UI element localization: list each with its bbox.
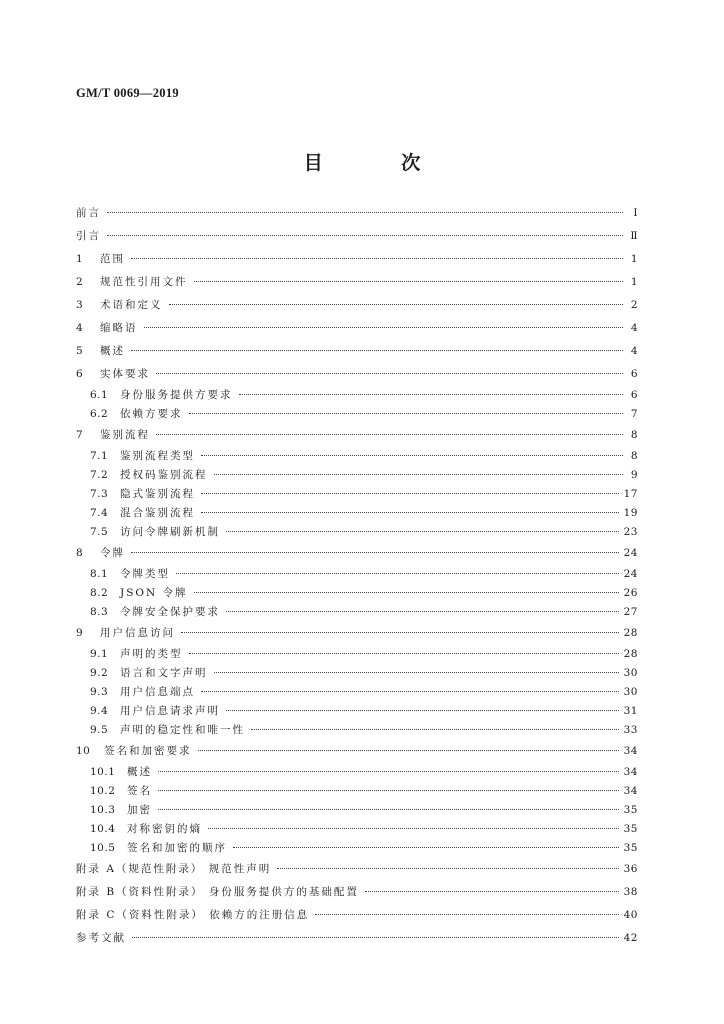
toc-entry-page: 8 — [630, 429, 638, 441]
toc-entry-number: 8.3 — [90, 606, 109, 618]
dot-leader — [189, 413, 624, 414]
toc-entry-page: 24 — [623, 568, 638, 580]
toc-entry[interactable] — [76, 801, 638, 820]
toc-entry-title: 参考文献 — [76, 932, 126, 944]
toc-entry-title: 术语和定义 — [100, 299, 163, 311]
dot-leader — [365, 891, 619, 892]
toc-entry-page: 6 — [630, 389, 638, 401]
toc-entry-title: 混合鉴别流程 — [120, 507, 195, 519]
toc-entry-title: 依赖方要求 — [120, 408, 183, 420]
toc-entry[interactable] — [76, 386, 638, 405]
toc-entry-title: 概述 — [100, 345, 125, 357]
toc-entry-page: 6 — [630, 368, 638, 380]
toc-entry-title: 规范性引用文件 — [100, 276, 188, 288]
dot-leader — [194, 281, 624, 282]
toc-entry-number: 9.4 — [90, 705, 109, 717]
dot-leader — [131, 258, 623, 259]
toc-entry-number: 8 — [76, 547, 84, 559]
toc-entry-page: 34 — [623, 745, 638, 757]
toc-entry[interactable] — [76, 904, 638, 927]
toc-entry[interactable] — [76, 202, 638, 225]
toc-entry[interactable] — [76, 721, 638, 740]
toc-entry[interactable] — [76, 424, 638, 447]
toc-entry-title: 引言 — [76, 230, 101, 242]
toc-entry-number: 2 — [76, 276, 84, 288]
dot-leader — [158, 790, 619, 791]
toc-entry[interactable] — [76, 317, 638, 340]
toc-entry-page: 9 — [630, 469, 638, 481]
toc-entry-number: 10.4 — [90, 823, 116, 835]
dot-leader — [226, 611, 619, 612]
toc-entry-number: 9.3 — [90, 686, 109, 698]
toc-entry[interactable] — [76, 294, 638, 317]
toc-entry-number: 7.2 — [90, 469, 109, 481]
toc-entry-number: 9.5 — [90, 724, 109, 736]
toc-entry[interactable] — [76, 504, 638, 523]
toc-entry-page: 26 — [623, 587, 638, 599]
dot-leader — [107, 212, 623, 213]
toc-entry-page: 28 — [623, 648, 638, 660]
toc-entry-page: 19 — [623, 507, 638, 519]
toc-entry-page: 24 — [623, 547, 638, 559]
toc-entry-number: 10.2 — [90, 785, 116, 797]
toc-entry[interactable] — [76, 466, 638, 485]
toc-entry[interactable] — [76, 565, 638, 584]
toc-entry-title: 签名 — [127, 785, 152, 797]
dot-leader — [158, 809, 619, 810]
toc-entry[interactable] — [76, 782, 638, 801]
toc-entry-title: 隐式鉴别流程 — [120, 488, 195, 500]
toc-entry-page: 38 — [623, 886, 638, 898]
toc-entry-title: 令牌安全保护要求 — [120, 606, 220, 618]
dot-leader — [131, 552, 619, 553]
toc-entry[interactable] — [76, 820, 638, 839]
toc-entry-page: 17 — [623, 488, 638, 500]
toc-entry-title: 附录 B（资料性附录） 身份服务提供方的基础配置 — [76, 886, 359, 898]
toc-entry-title: 授权码鉴别流程 — [120, 469, 208, 481]
toc-entry-title: 范围 — [100, 253, 125, 265]
dot-leader — [176, 573, 619, 574]
toc-entry[interactable] — [76, 542, 638, 565]
toc-entry[interactable] — [76, 447, 638, 466]
dot-leader — [194, 592, 619, 593]
toc-entry[interactable] — [76, 664, 638, 683]
toc-entry-page: 31 — [623, 705, 638, 717]
toc-entry-title: 对称密钥的熵 — [127, 823, 202, 835]
toc-entry-title: 鉴别流程类型 — [120, 450, 195, 462]
toc-entry-page: 34 — [623, 766, 638, 778]
toc-entry-title: 签名和加密的顺序 — [127, 842, 227, 854]
toc-entry-title: 声明的类型 — [120, 648, 183, 660]
toc-entry-page: Ⅱ — [630, 230, 638, 242]
dot-leader — [132, 937, 619, 938]
toc-entry-title: 附录 A（规范性附录） 规范性声明 — [76, 863, 272, 875]
dot-leader — [208, 828, 619, 829]
toc-entry-number: 3 — [76, 299, 84, 311]
dot-leader — [201, 493, 619, 494]
toc-entry[interactable] — [76, 881, 638, 904]
dot-leader — [201, 512, 619, 513]
dot-leader — [189, 653, 619, 654]
toc-entry-number: 6.2 — [90, 408, 109, 420]
toc-entry-title: 访问令牌刷新机制 — [120, 526, 220, 538]
toc-entry-number: 10.1 — [90, 766, 116, 778]
toc-entry-page: 36 — [623, 863, 638, 875]
toc-entry-number: 10.3 — [90, 804, 116, 816]
toc-entry-page: 1 — [630, 253, 638, 265]
dot-leader — [156, 434, 623, 435]
toc-entry[interactable] — [76, 683, 638, 702]
toc-entry-page: 4 — [630, 322, 638, 334]
dot-leader — [158, 771, 619, 772]
toc-entry-number: 7.4 — [90, 507, 109, 519]
toc-entry-title: 实体要求 — [100, 368, 150, 380]
dot-leader — [107, 235, 623, 236]
toc-entry-page: 35 — [623, 842, 638, 854]
toc-entry-number: 9 — [76, 627, 84, 639]
toc-entry-title: 用户信息访问 — [100, 627, 175, 639]
toc-entry-title: 令牌 — [100, 547, 125, 559]
toc-entry-title: 语言和文字声明 — [120, 667, 208, 679]
toc-entry[interactable] — [76, 858, 638, 881]
toc-entry[interactable] — [76, 645, 638, 664]
toc-entry[interactable] — [76, 622, 638, 645]
toc-entry[interactable] — [76, 603, 638, 622]
toc-entry-number: 6 — [76, 368, 84, 380]
toc-entry[interactable] — [76, 225, 638, 248]
toc-entry-number: 9.1 — [90, 648, 109, 660]
toc-entry[interactable] — [76, 523, 638, 542]
toc-entry[interactable] — [76, 485, 638, 504]
toc-entry-title: 用户信息端点 — [120, 686, 195, 698]
dot-leader — [239, 394, 624, 395]
toc-entry-page: 2 — [630, 299, 638, 311]
toc-entry-page: 4 — [630, 345, 638, 357]
toc-entry-page: 27 — [623, 606, 638, 618]
toc-entry-title: 签名和加密要求 — [104, 745, 192, 757]
toc-entry-number: 7.3 — [90, 488, 109, 500]
toc-entry-title: 附录 C（资料性附录） 依赖方的注册信息 — [76, 909, 310, 921]
toc-entry-title: 声明的稳定性和唯一性 — [120, 724, 245, 736]
dot-leader — [169, 304, 624, 305]
dot-leader — [201, 691, 619, 692]
table-of-contents — [76, 202, 638, 950]
toc-entry-page: 8 — [630, 450, 638, 462]
toc-entry-title: 概述 — [127, 766, 152, 778]
toc-entry-page: 7 — [630, 408, 638, 420]
toc-entry[interactable] — [76, 271, 638, 294]
toc-entry[interactable] — [76, 763, 638, 782]
toc-entry[interactable] — [76, 248, 638, 271]
toc-entry-number: 8.2 — [90, 587, 109, 599]
toc-entry[interactable] — [76, 584, 638, 603]
dot-leader — [214, 672, 619, 673]
toc-entry-title: 用户信息请求声明 — [120, 705, 220, 717]
toc-entry-number: 1 — [76, 253, 84, 265]
dot-leader — [233, 847, 619, 848]
dot-leader — [201, 455, 623, 456]
standard-code: GM/T 0069—2019 — [76, 86, 179, 100]
dot-leader — [277, 868, 618, 869]
dot-leader — [181, 632, 619, 633]
toc-entry-page: 30 — [623, 667, 638, 679]
toc-entry-number: 9.2 — [90, 667, 109, 679]
toc-entry[interactable] — [76, 340, 638, 363]
toc-entry-title: 前言 — [76, 207, 101, 219]
toc-entry-page: 28 — [623, 627, 638, 639]
toc-entry-number: 7 — [76, 429, 84, 441]
toc-entry[interactable] — [76, 839, 638, 858]
toc-entry-page: 1 — [630, 276, 638, 288]
toc-entry-number: 10 — [76, 745, 91, 757]
dot-leader — [226, 710, 619, 711]
toc-entry[interactable] — [76, 927, 638, 950]
page-title: 目 次 — [303, 152, 457, 174]
toc-entry-title: JSON 令牌 — [120, 587, 188, 599]
dot-leader — [198, 750, 619, 751]
toc-entry-page: 34 — [623, 785, 638, 797]
toc-entry-title: 身份服务提供方要求 — [120, 389, 233, 401]
toc-entry[interactable] — [76, 363, 638, 386]
toc-entry-title: 缩略语 — [100, 322, 138, 334]
toc-entry-number: 8.1 — [90, 568, 109, 580]
toc-entry-number: 7.1 — [90, 450, 109, 462]
toc-entry-title: 令牌类型 — [120, 568, 170, 580]
toc-entry-page: 30 — [623, 686, 638, 698]
toc-entry-title: 加密 — [127, 804, 152, 816]
dot-leader — [315, 914, 618, 915]
toc-entry-page: 23 — [623, 526, 638, 538]
toc-entry-number: 5 — [76, 345, 84, 357]
dot-leader — [251, 729, 619, 730]
toc-entry-page: Ⅰ — [633, 207, 638, 219]
toc-entry-number: 6.1 — [90, 389, 109, 401]
toc-entry-number: 4 — [76, 322, 84, 334]
toc-entry-page: 42 — [623, 932, 638, 944]
dot-leader — [131, 350, 623, 351]
toc-entry[interactable] — [76, 702, 638, 721]
toc-entry-page: 35 — [623, 823, 638, 835]
dot-leader — [214, 474, 624, 475]
toc-entry-title: 鉴别流程 — [100, 429, 150, 441]
toc-entry[interactable] — [76, 740, 638, 763]
toc-entry-page: 35 — [623, 804, 638, 816]
toc-entry-number: 10.5 — [90, 842, 116, 854]
dot-leader — [226, 531, 619, 532]
toc-entry-number: 7.5 — [90, 526, 109, 538]
toc-entry-page: 40 — [623, 909, 638, 921]
toc-entry[interactable] — [76, 405, 638, 424]
dot-leader — [144, 327, 624, 328]
dot-leader — [156, 373, 623, 374]
toc-entry-page: 33 — [623, 724, 638, 736]
